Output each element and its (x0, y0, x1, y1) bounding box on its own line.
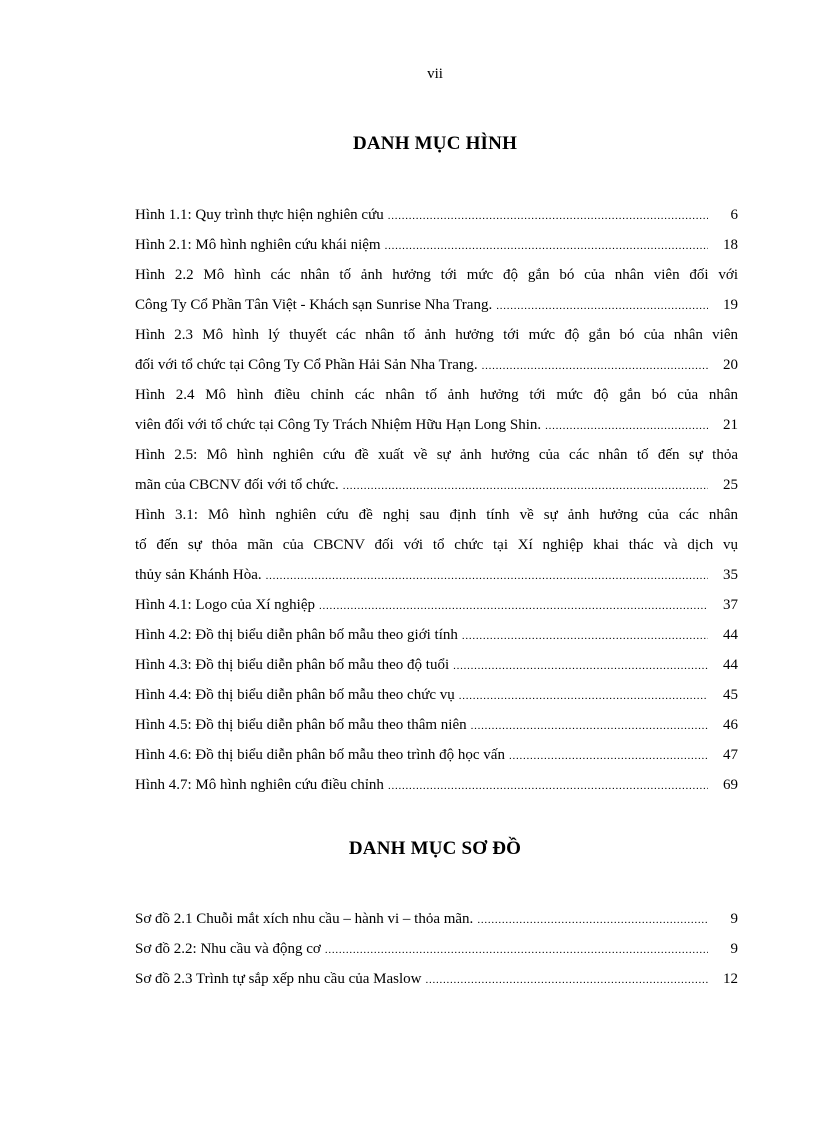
figure-entry-text: Hình 2.2 Mô hình các nhân tố ảnh hưởng tới mức độ gắn bó của nhân viên đối với (135, 267, 738, 283)
figure-entry-text: Hình 3.1: Mô hình nghiên cứu đề nghị sau định tính về sự ảnh hưởng của các nhân (135, 507, 738, 523)
page-number: vii (427, 66, 443, 82)
diagram-entry[interactable] (135, 904, 738, 934)
figure-entry-page-number: 47 (723, 747, 738, 763)
figure-entry-page-number: 21 (723, 417, 738, 433)
figure-entry-text: Hình 2.5: Mô hình nghiên cứu đề xuất về sự ảnh hưởng của các nhân tố đến sự thỏa (135, 447, 738, 463)
figures-heading: DANH MỤC HÌNH (352, 133, 518, 154)
diagram-entry-text: Sơ đồ 2.2: Nhu cầu và động cơ (135, 941, 321, 957)
figure-entry-page-number: 19 (723, 297, 738, 313)
figure-entry-text: Hình 4.3: Đồ thị biểu diễn phân bố mẫu theo độ tuổi (135, 657, 450, 673)
diagrams-heading: DANH MỤC SƠ ĐỒ (348, 838, 522, 859)
figure-entry-text: Hình 4.4: Đồ thị biểu diễn phân bố mẫu theo chức vụ (135, 687, 455, 703)
figure-entry[interactable] (135, 710, 738, 740)
figure-entry-text: Hình 4.5: Đồ thị biểu diễn phân bố mẫu theo thâm niên (135, 717, 467, 733)
diagrams-list (135, 904, 738, 994)
dot-leader (385, 231, 708, 261)
figure-entry-text: Hình 4.1: Logo của Xí nghiệp (135, 597, 315, 613)
figure-entry-page-number: 46 (723, 717, 738, 733)
dot-leader (266, 561, 708, 591)
diagram-entry[interactable] (135, 964, 738, 994)
dot-leader (462, 621, 708, 651)
figure-entry-page-number: 25 (723, 477, 738, 493)
figure-entry[interactable] (135, 740, 738, 770)
figure-entry-text: Hình 4.7: Mô hình nghiên cứu điều chỉnh (135, 777, 384, 793)
dot-leader (496, 291, 708, 321)
figure-entry-page-number: 44 (723, 627, 738, 643)
figure-entry-text: Hình 4.2: Đồ thị biểu diễn phân bố mẫu theo giới tính (135, 627, 458, 643)
dot-leader (425, 965, 708, 995)
figure-entry-page-number: 35 (723, 567, 738, 583)
diagram-entry-page-number: 9 (730, 911, 738, 927)
figure-entry-page-number: 69 (723, 777, 738, 793)
dot-leader (482, 351, 708, 381)
dot-leader (325, 935, 708, 965)
figure-entry[interactable] (135, 260, 738, 320)
figure-entry-text: mãn của CBCNV đối với tổ chức. (135, 477, 339, 493)
figure-entry-text: viên đối với tổ chức tại Công Ty Trách Nhiệm Hữu Hạn Long Shin. (135, 417, 542, 433)
figure-entry[interactable] (135, 200, 738, 230)
figure-entry[interactable] (135, 770, 738, 800)
dot-leader (388, 771, 708, 801)
figure-entry[interactable] (135, 680, 738, 710)
figure-entry[interactable] (135, 320, 738, 380)
dot-leader (453, 651, 708, 681)
dot-leader (343, 471, 708, 501)
figure-entry[interactable] (135, 380, 738, 440)
diagram-entry-text: Sơ đồ 2.1 Chuỗi mắt xích nhu cầu – hành vi – thỏa mãn. (135, 911, 474, 927)
figure-entry-text: Hình 2.3 Mô hình lý thuyết các nhân tố ảnh hưởng tới mức độ gắn bó của nhân viên (135, 327, 738, 343)
figure-entry-text: Hình 2.1: Mô hình nghiên cứu khái niệm (135, 237, 381, 253)
dot-leader (509, 741, 708, 771)
figure-entry[interactable] (135, 440, 738, 500)
figure-entry[interactable] (135, 590, 738, 620)
figure-entry-text: Công Ty Cổ Phần Tân Việt - Khách sạn Sunrise Nha Trang. (135, 297, 493, 313)
figure-entry[interactable] (135, 230, 738, 260)
diagram-entry-text: Sơ đồ 2.3 Trình tự sắp xếp nhu cầu của Maslow (135, 971, 422, 987)
dot-leader (459, 681, 708, 711)
figure-entry-text: thủy sản Khánh Hòa. (135, 567, 262, 583)
dot-leader (477, 905, 708, 935)
figure-entry-page-number: 45 (723, 687, 738, 703)
figure-entry[interactable] (135, 500, 738, 590)
figure-entry[interactable] (135, 650, 738, 680)
figure-entry-text: Hình 1.1: Quy trình thực hiện nghiên cứu (135, 207, 384, 223)
figure-entry[interactable] (135, 620, 738, 650)
diagram-entry-page-number: 9 (730, 941, 738, 957)
figure-entry-page-number: 37 (723, 597, 738, 613)
figure-entry-page-number: 6 (730, 207, 738, 223)
dot-leader (545, 411, 708, 441)
figure-entry-text: tố đến sự thỏa mãn của CBCNV đối với tổ chức tại Xí nghiệp khai thác và dịch vụ (135, 537, 738, 553)
dot-leader (319, 591, 708, 621)
figures-list (135, 200, 738, 800)
figure-entry-page-number: 18 (723, 237, 738, 253)
diagram-entry[interactable] (135, 934, 738, 964)
figure-entry-text: đối với tổ chức tại Công Ty Cổ Phần Hải Sản Nha Trang. (135, 357, 478, 373)
figure-entry-page-number: 20 (723, 357, 738, 373)
figure-entry-text: Hình 4.6: Đồ thị biểu diễn phân bố mẫu theo trình độ học vấn (135, 747, 505, 763)
diagram-entry-page-number: 12 (723, 971, 738, 987)
dot-leader (471, 711, 708, 741)
figure-entry-page-number: 44 (723, 657, 738, 673)
figure-entry-text: Hình 2.4 Mô hình điều chỉnh các nhân tố ảnh hưởng tới mức độ gắn bó của nhân (135, 387, 738, 403)
dot-leader (388, 201, 708, 231)
